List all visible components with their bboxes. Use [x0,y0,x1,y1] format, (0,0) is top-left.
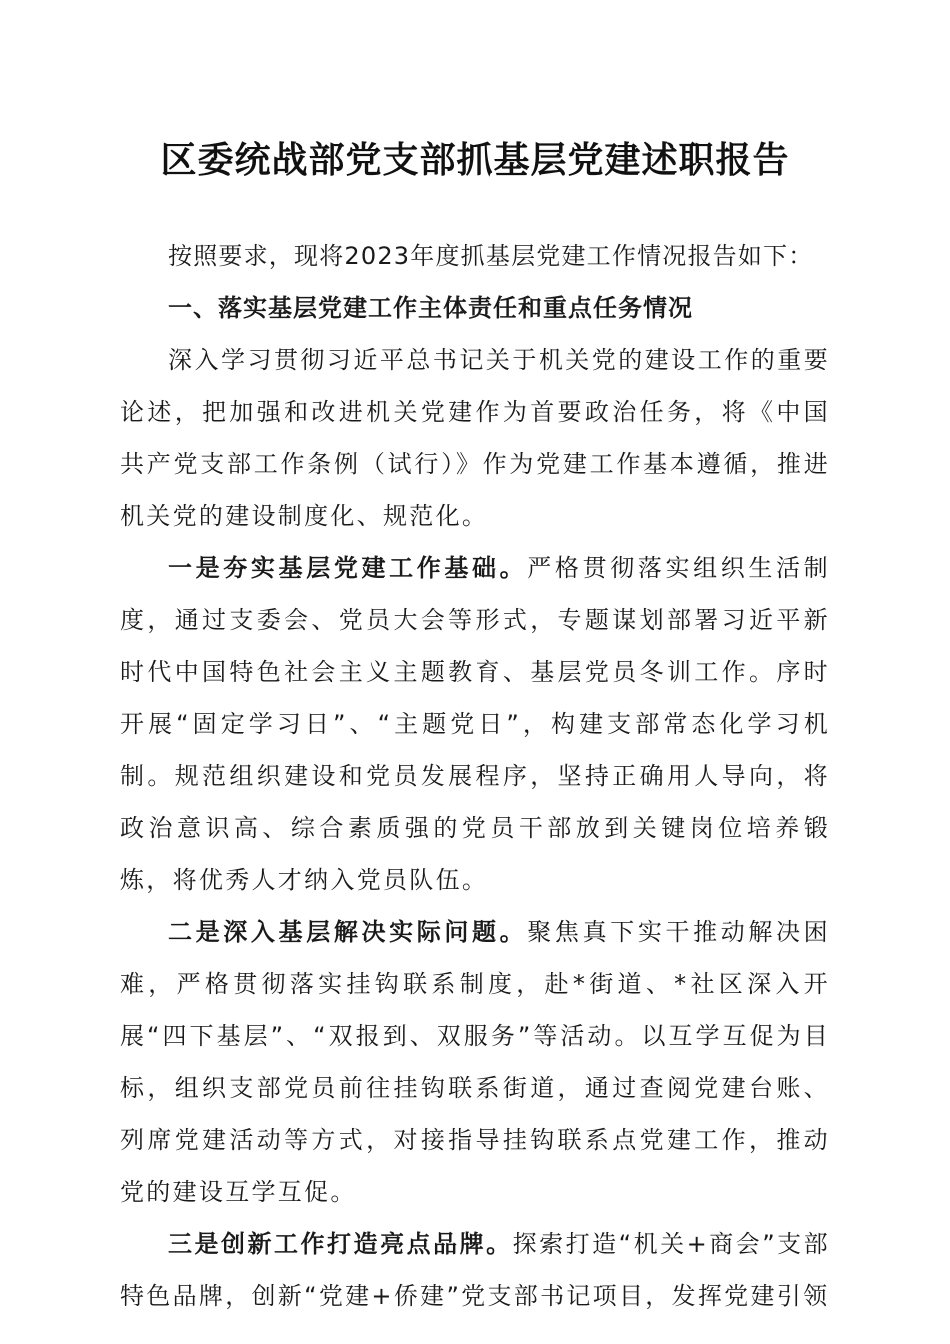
paragraph-2 [120,542,830,906]
paragraph-3 [120,906,830,1218]
paragraph-2-lead: 一是夯实基层党建工作基础。 [168,553,528,582]
paragraph-3-text: 聚焦真下实干推动解决困难，严格贯彻落实挂钩联系制度，赴*街道、*社区深入开展“四下基层”、“双报到、双服务”等活动。以互学互促为目标，组织支部党员前往挂钩联系街道，通过查阅党建台账、列席党建活动等方式，对接指导挂钩联系点党建工作，推动党的建设互学互促。 [120,918,830,1206]
document-title: 区委统战部党支部抓基层党建述职报告 [160,139,790,181]
paragraph-4 [120,1218,830,1322]
paragraph-3-lead: 二是深入基层解决实际问题。 [168,917,528,946]
paragraph-2-text: 严格贯彻落实组织生活制度，通过支委会、党员大会等形式，专题谋划部署习近平新时代中国特色社会主义主题教育、基层党员冬训工作。序时开展“固定学习日”、“主题党日”，构建支部常态化学习机制。规范组织建设和党员发展程序，坚持正确用人导向，将政治意识高、综合素质强的党员干部放到关键岗位培养锻炼，将优秀人才纳入党员队伍。 [120,554,830,894]
paragraph-4-text: 探索打造“机关+商会”支部特色品牌，创新“党建+侨建”党支部书记项目，发挥党建引领 [120,1230,830,1310]
section-heading: 一、落实基层党建工作主体责任和重点任务情况 [168,294,693,322]
intro-paragraph: 按照要求，现将2023年度抓基层党建工作情况报告如下： [168,242,814,270]
paragraph-1: 深入学习贯彻习近平总书记关于机关党的建设工作的重要论述，把加强和改进机关党建作为首要政治任务，将《中国共产党支部工作条例（试行）》作为党建工作基本遵循，推进机关党的建设制度化、规范化。 [120,346,830,530]
document-body [120,230,830,1322]
paragraph-4-lead: 三是创新工作打造亮点品牌。 [168,1229,513,1258]
